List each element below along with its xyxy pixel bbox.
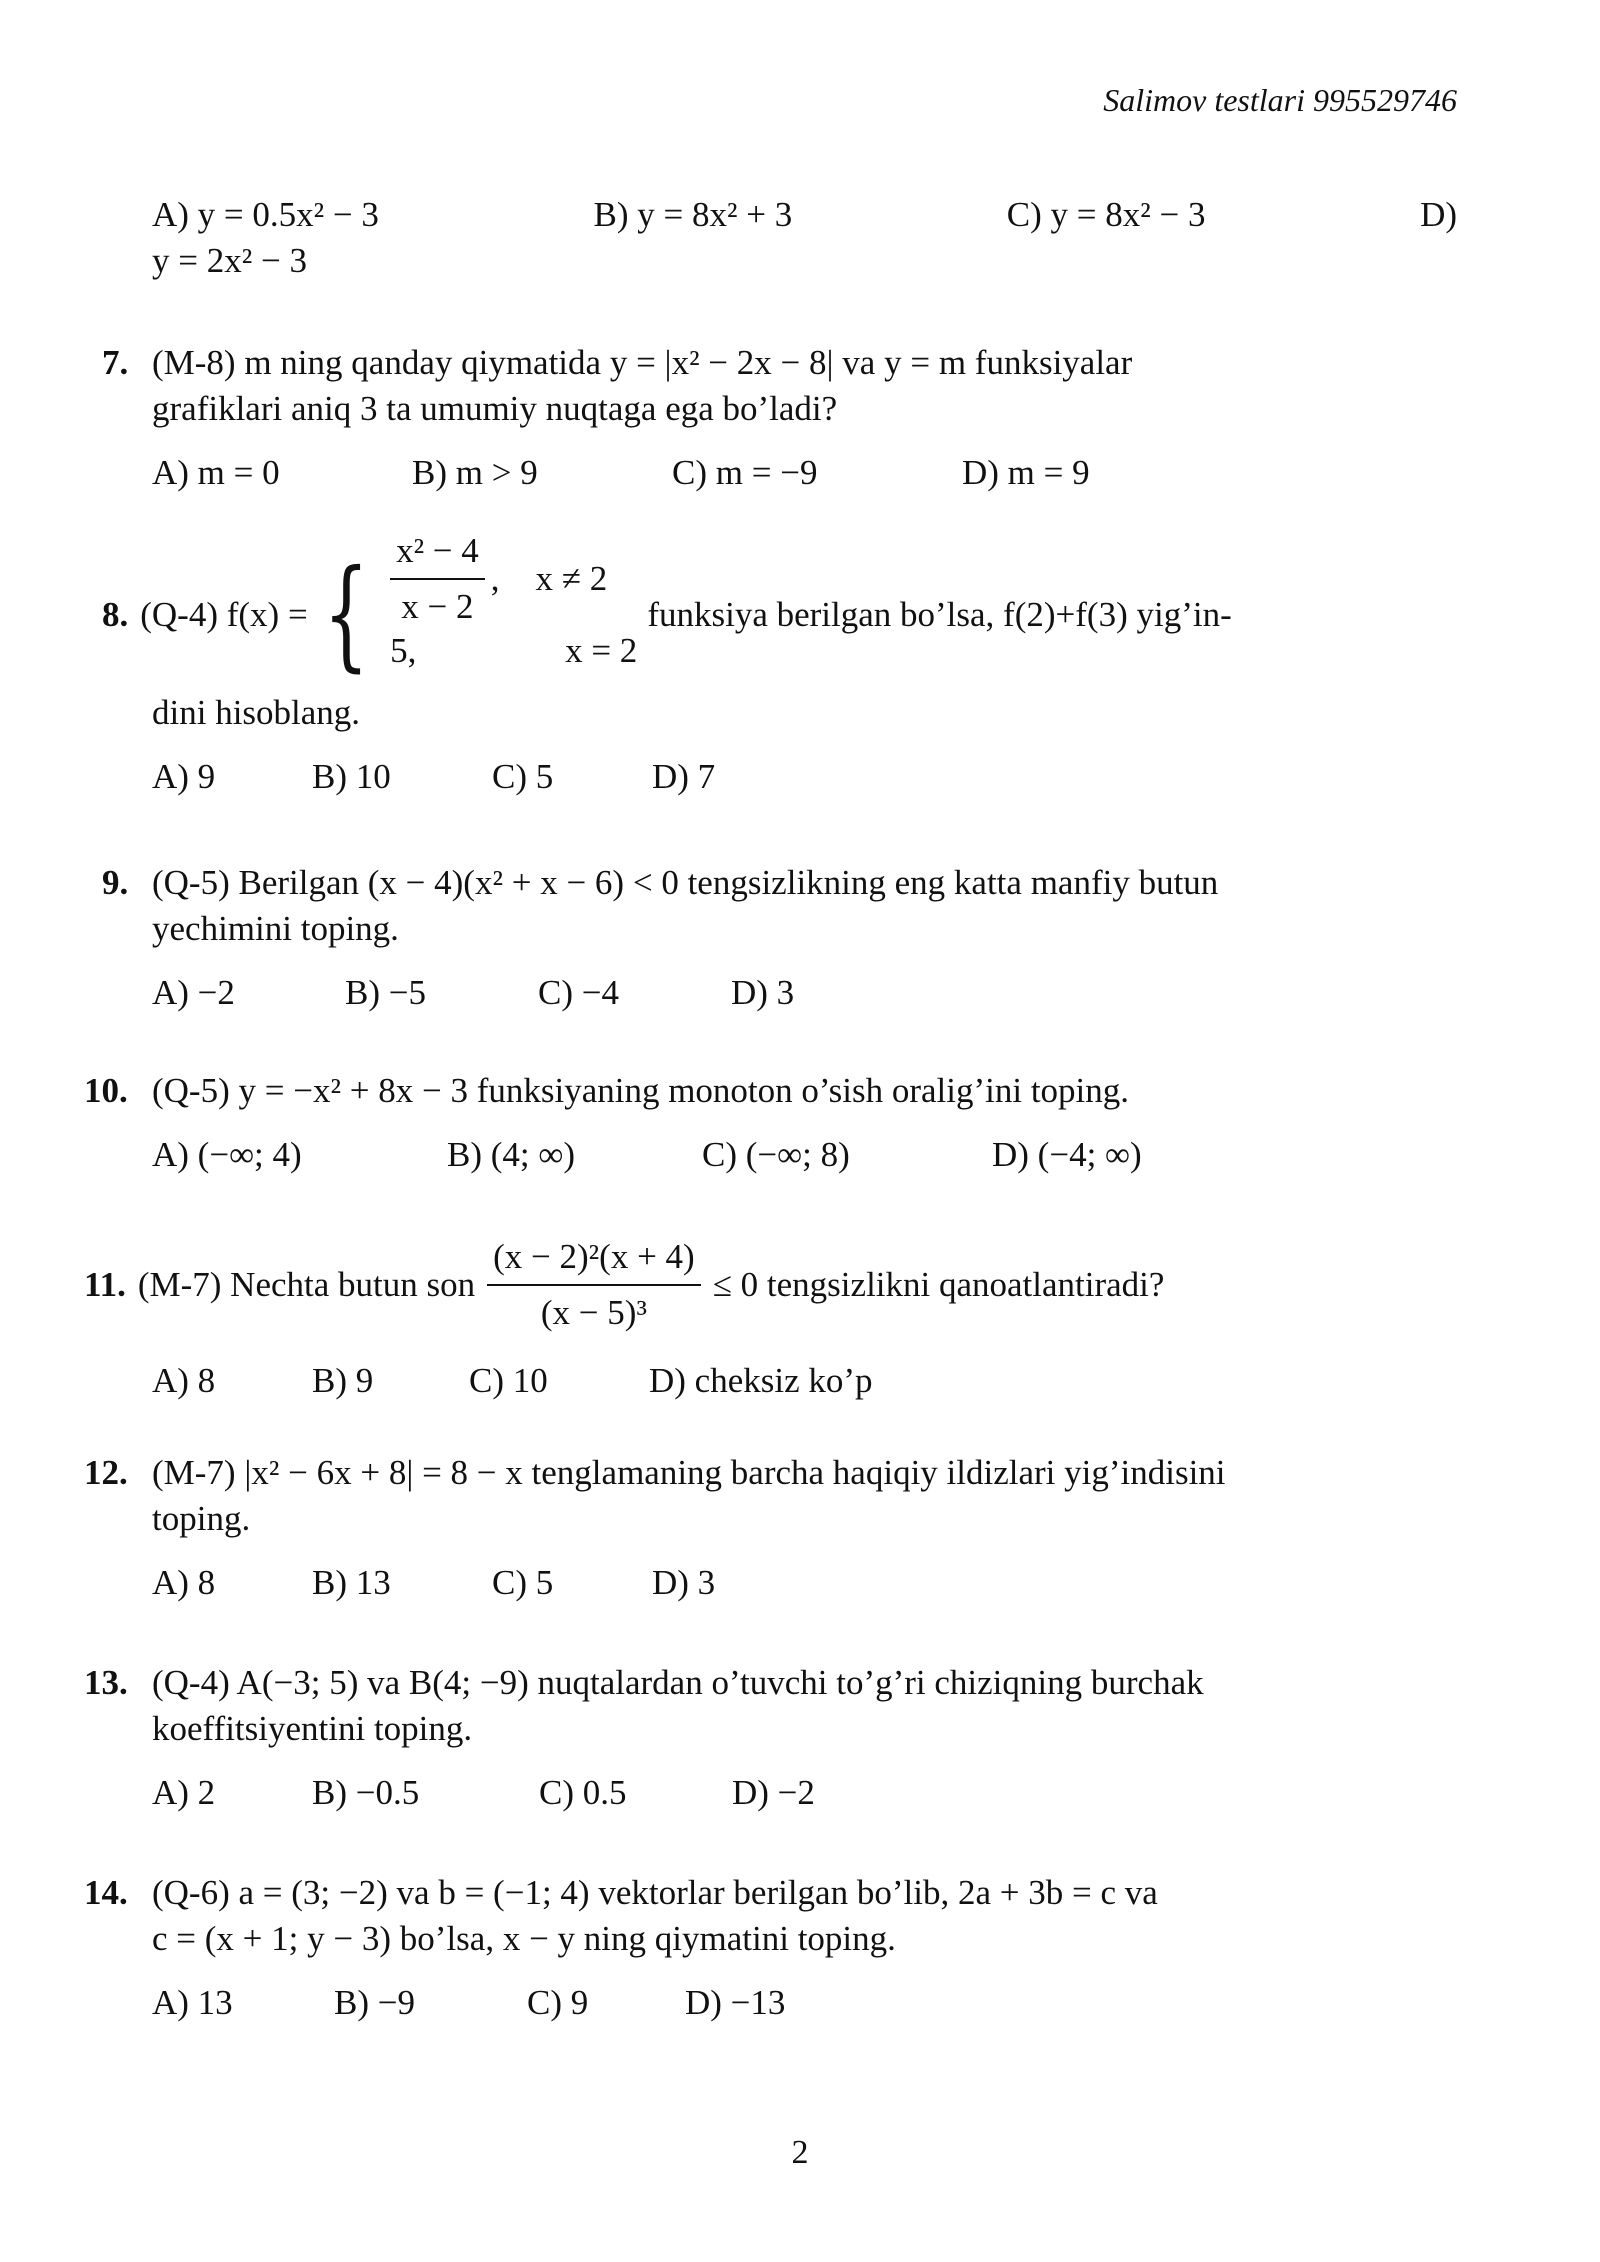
- question-suffix: funksiya berilgan bo’lsa, f(2)+f(3) yig’in-: [647, 595, 1232, 634]
- option-c: C) 5: [492, 757, 554, 796]
- question-text-line1: (M-8) m ning qanday qiymatida y = |x² − 2x − 8| va y = m funksiyalar: [152, 343, 1133, 382]
- option-d: D) (−4; ∞): [992, 1135, 1142, 1174]
- option-c: C) (−∞; 8): [702, 1135, 850, 1174]
- options-row: [152, 1132, 1457, 1178]
- fraction: [487, 1234, 701, 1336]
- option-d: D) m = 9: [962, 453, 1090, 492]
- option-d: D) 3: [652, 1563, 716, 1602]
- option-a: A) 8: [152, 1361, 216, 1400]
- question-prefix: (Q-4) f(x) =: [140, 595, 308, 634]
- option-d-value: y = 2x² − 3: [152, 241, 307, 280]
- question-number: 11.: [84, 1265, 126, 1304]
- question-7: [102, 340, 1457, 496]
- options-row: [152, 754, 1457, 800]
- options-row: [152, 1560, 1457, 1606]
- question-number: 13.: [84, 1663, 128, 1702]
- question-suffix: ≤ 0 tengsizlikni qanoatlantiradi?: [712, 1265, 1165, 1304]
- option-c: C) y = 8x² − 3: [1006, 195, 1206, 234]
- option-a: A) 8: [152, 1563, 216, 1602]
- option-d: D) cheksiz ko’p: [649, 1361, 873, 1400]
- options-row: [152, 1358, 1457, 1404]
- question-text-line2: dini hisoblang.: [152, 693, 361, 732]
- option-a: A) y = 0.5x² − 3: [152, 195, 379, 234]
- option-a: A) (−∞; 4): [152, 1135, 302, 1174]
- page-header: Salimov testlari 995529746: [1103, 82, 1457, 118]
- option-d: D) 3: [731, 973, 795, 1012]
- option-b: B) 13: [312, 1563, 391, 1602]
- options-row: [152, 192, 1457, 238]
- case-bottom-condition: x = 2: [565, 631, 638, 670]
- question-number: 8.: [102, 595, 129, 634]
- option-c: C) 5: [492, 1563, 554, 1602]
- fraction-numerator: x² − 4: [390, 528, 485, 580]
- case-bottom: [384, 615, 637, 687]
- question-number: 12.: [84, 1453, 128, 1492]
- question-10: [84, 1068, 1457, 1178]
- question-12: [84, 1450, 1457, 1606]
- question-prefix: (M-7) Nechta butun son: [137, 1265, 476, 1304]
- option-c: C) 9: [527, 1983, 589, 2022]
- option-c: C) m = −9: [672, 453, 818, 492]
- case-bottom-value: 5,: [390, 631, 417, 670]
- option-b: B) m > 9: [412, 453, 538, 492]
- question-text-line2: toping.: [152, 1499, 251, 1538]
- option-a: A) 2: [152, 1773, 216, 1812]
- question-11: [84, 1230, 1457, 1404]
- question-14: [84, 1870, 1457, 2026]
- option-b: B) y = 8x² + 3: [593, 195, 793, 234]
- options-row: [152, 970, 1457, 1016]
- option-d: D): [1420, 195, 1457, 234]
- question-9: [102, 860, 1457, 1016]
- option-a: A) 13: [152, 1983, 233, 2022]
- case-top-condition: x ≠ 2: [535, 559, 608, 598]
- fraction-numerator: (x − 2)²(x + 4): [487, 1234, 701, 1286]
- question-text-line1: (Q-5) Berilgan (x − 4)(x² + x − 6) < 0 tengsizlikning eng katta manfiy butun: [152, 863, 1219, 902]
- question-13: [84, 1660, 1457, 1816]
- option-d: D) −2: [732, 1773, 815, 1812]
- option-b: B) −0.5: [312, 1773, 420, 1812]
- question-8: [102, 531, 1457, 800]
- option-b: B) (4; ∞): [447, 1135, 575, 1174]
- question-6-options: [152, 192, 1457, 284]
- option-d: D) 7: [652, 757, 716, 796]
- option-b: B) 9: [312, 1361, 374, 1400]
- option-b: B) 10: [312, 757, 391, 796]
- question-text-line1: (M-7) |x² − 6x + 8| = 8 − x tenglamaning barcha haqiqiy ildizlari yig’indisini: [152, 1453, 1226, 1492]
- question-text-line2: grafiklari aniq 3 ta umumiy nuqtaga ega bo’ladi?: [152, 389, 838, 428]
- option-c: C) 10: [469, 1361, 548, 1400]
- brace-icon: {: [322, 545, 369, 684]
- option-c: C) 0.5: [539, 1773, 627, 1812]
- question-text-line1: [102, 531, 1457, 690]
- options-row: [152, 1980, 1457, 2026]
- option-a: A) 9: [152, 757, 216, 796]
- question-text-line2: c = (x + 1; y − 3) bo’lsa, x − y ning qiymatini toping.: [152, 1919, 896, 1958]
- question-text-line2: yechimini toping.: [152, 909, 399, 948]
- question-number: 10.: [84, 1071, 128, 1110]
- option-b: B) −9: [334, 1983, 415, 2022]
- option-b: B) −5: [345, 973, 426, 1012]
- piecewise-cases: [384, 531, 638, 687]
- option-c: C) −4: [538, 973, 619, 1012]
- question-text-line2: koeffitsiyentini toping.: [152, 1709, 473, 1748]
- options-row: [152, 1770, 1457, 1816]
- fraction-denominator: (x − 5)³: [540, 1293, 647, 1332]
- question-text-line1: (Q-6) a = (3; −2) va b = (−1; 4) vektorlar berilgan bo’lib, 2a + 3b = c va: [152, 1873, 1158, 1912]
- question-text-line1: (Q-5) y = −x² + 8x − 3 funksiyaning monoton o’sish oralig’ini toping.: [152, 1071, 1130, 1110]
- option-a: A) −2: [152, 973, 235, 1012]
- case-top: $\frac{\text{x² − 4}}{x - 2}$ , x ≠ 2: [384, 543, 637, 615]
- options-row: [152, 450, 1457, 496]
- option-d: D) −13: [685, 1983, 786, 2022]
- question-text-line1: [84, 1230, 1457, 1340]
- question-number: 14.: [84, 1873, 128, 1912]
- question-number: 7.: [102, 343, 129, 382]
- question-text-line1: (Q-4) A(−3; 5) va B(4; −9) nuqtalardan o’tuvchi to’g’ri chiziqning burchak: [152, 1663, 1204, 1702]
- question-number: 9.: [102, 863, 129, 902]
- page-number: 2: [791, 2134, 809, 2171]
- option-a: A) m = 0: [152, 453, 280, 492]
- fraction-denominator: x − 2: [401, 587, 474, 626]
